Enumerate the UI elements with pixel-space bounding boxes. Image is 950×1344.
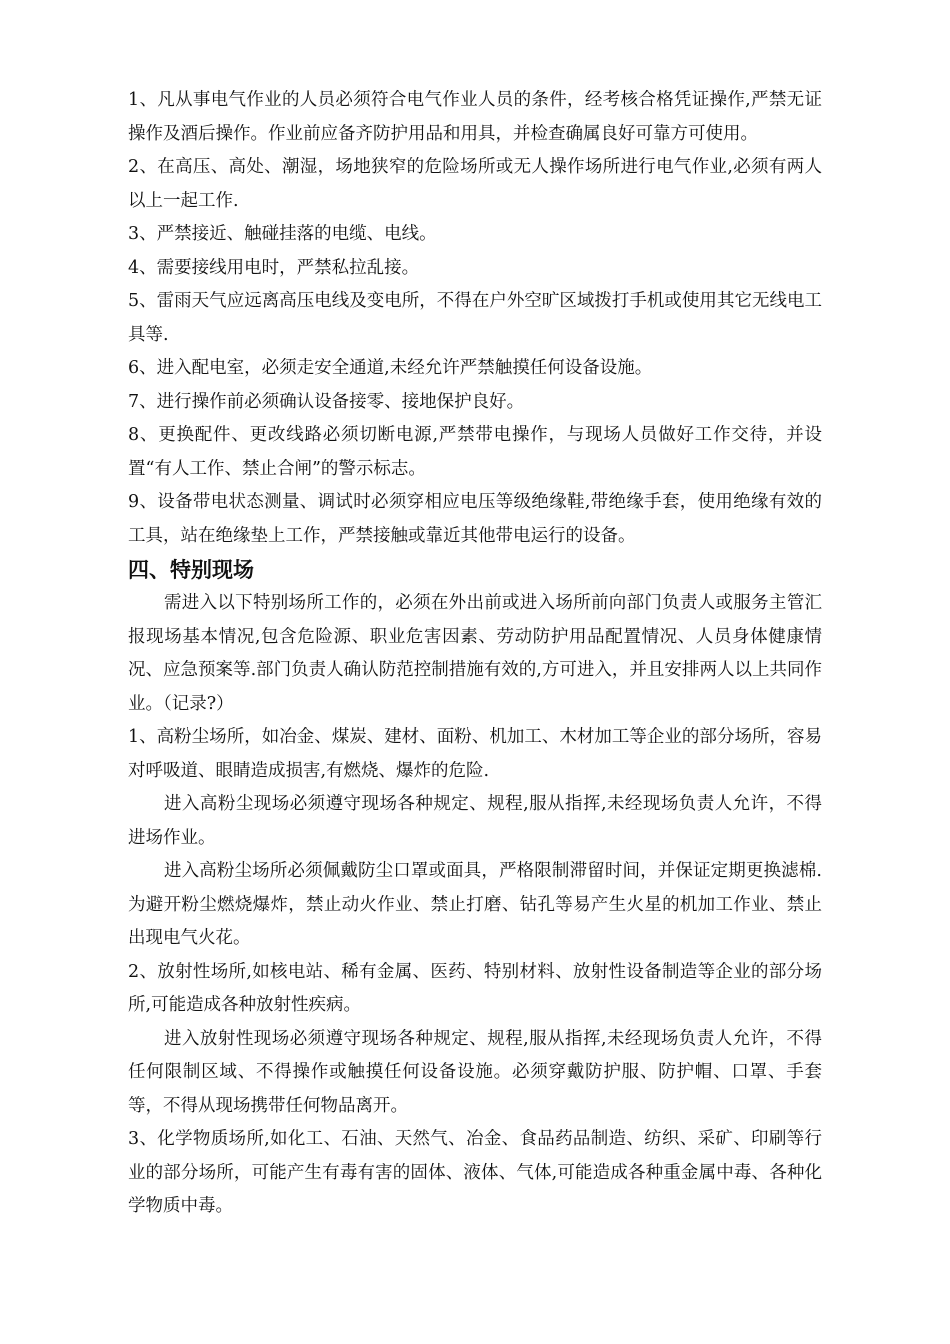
electrical-item-8: 8、更换配件、更改线路必须切断电源,严禁带电操作，与现场人员做好工作交待，并设置“有人工作、禁止合闸”的警示标志。 [128, 425, 822, 479]
electrical-item-3: 3、严禁接近、触碰挂落的电缆、电线。 [128, 224, 437, 244]
special-item-2: 2、放射性场所,如核电站、稀有金属、医药、特别材料、放射性设备制造等企业的部分场所,可能造成各种放射性疾病。 [128, 961, 822, 1015]
special-item-2-paragraph-1: 进入放射性现场必须遵守现场各种规定、规程,服从指挥,未经现场负责人允许，不得任何限制区域、不得操作或触摸任何设备设施。必须穿戴防护服、防护帽、口罩、手套等，不得从现场携带任何物品离开。 [128, 1028, 822, 1116]
electrical-item-4: 4、需要接线用电时，严禁私拉乱接。 [128, 257, 420, 278]
document-page [128, 84, 822, 1224]
special-item-3: 3、化学物质场所,如化工、石油、天然气、冶金、食品药品制造、纺织、采矿、印刷等行业的部分场所，可能产生有毒有害的固体、液体、气体,可能造成各种重金属中毒、各种化学物质中毒。 [128, 1129, 822, 1216]
electrical-item-1: 1、凡从事电气作业的人员必须符合电气作业人员的条件，经考核合格凭证操作,严禁无证操作及酒后操作。作业前应备齐防护用品和用具，并检查确属良好可靠方可使用。 [128, 90, 822, 144]
electrical-item-5: 5、雷雨天气应远离高压电线及变电所，不得在户外空旷区域拨打手机或使用其它无线电工具等. [128, 291, 822, 345]
special-item-1-paragraph-1: 进入高粉尘现场必须遵守现场各种规定、规程,服从指挥,未经现场负责人允许，不得进场作业。 [128, 794, 822, 848]
special-item-1: 1、高粉尘场所，如冶金、煤炭、建材、面粉、机加工、木材加工等企业的部分场所，容易对呼吸道、眼睛造成损害,有燃烧、爆炸的危险. [128, 727, 822, 781]
electrical-item-6: 6、进入配电室，必须走安全通道,未经允许严禁触摸任何设备设施。 [128, 358, 653, 378]
electrical-item-9: 9、设备带电状态测量、调试时必须穿相应电压等级绝缘鞋,带绝缘手套，使用绝缘有效的工具，站在绝缘垫上工作，严禁接触或靠近其他带电运行的设备。 [128, 492, 822, 546]
electrical-item-7: 7、进行操作前必须确认设备接零、接地保护良好。 [128, 391, 525, 412]
electrical-item-2: 2、在高压、高处、潮湿，场地狭窄的危险场所或无人操作场所进行电气作业,必须有两人以上一起工作. [128, 157, 822, 211]
section-heading: 四、特别现场 [128, 558, 254, 582]
special-item-1-paragraph-2: 进入高粉尘场所必须佩戴防尘口罩或面具，严格限制滞留时间，并保证定期更换滤棉.为避开粉尘燃烧爆炸，禁止动火作业、禁止打磨、钻孔等易产生火星的机加工作业、禁止出现电气火花。 [128, 861, 822, 948]
section-intro: 需进入以下特别场所工作的，必须在外出前或进入场所前向部门负责人或服务主管汇报现场基本情况,包含危险源、职业危害因素、劳动防护用品配置情况、人员身体健康情况、应急预案等.部门负责人确认防范控制措施有效的,方可进入，并且安排两人以上共同作业。（记录?） [128, 593, 822, 714]
